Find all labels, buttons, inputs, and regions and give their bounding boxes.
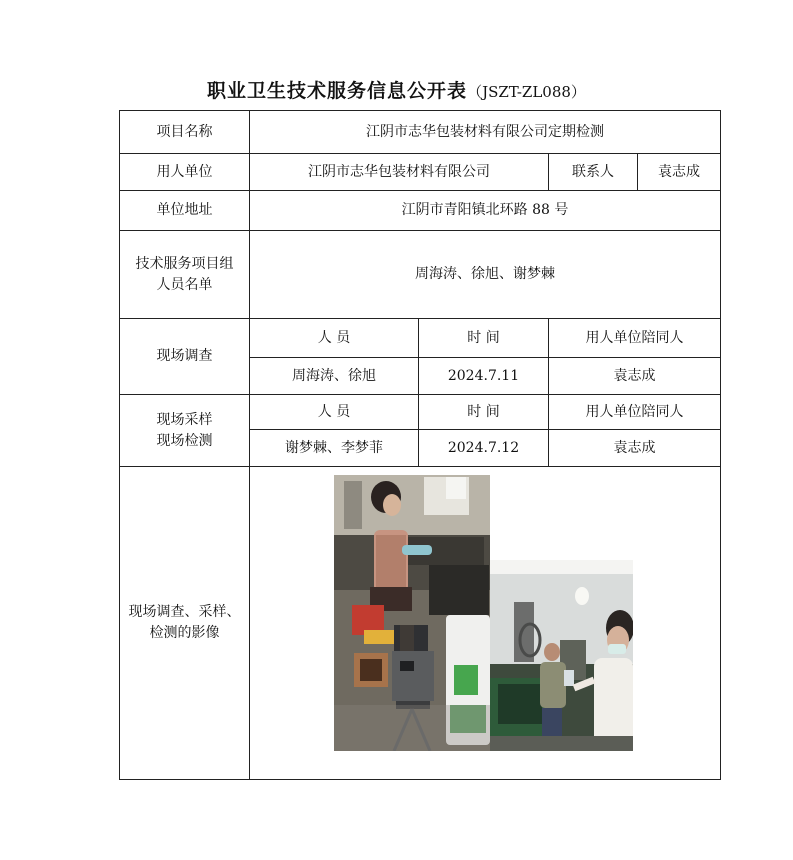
images-label (120, 467, 250, 780)
survey-person: 周海涛、徐旭 (250, 358, 419, 395)
sampling-header-escort: 用人单位陪同人 (549, 395, 721, 430)
address-label: 单位地址 (120, 191, 250, 231)
team-label-line1: 技术服务项目组 (135, 255, 234, 272)
team-label-line2: 人员名单 (156, 276, 213, 293)
page-title (0, 76, 793, 103)
row-address (120, 191, 721, 231)
address-value: 江阴市青阳镇北环路 88 号 (250, 191, 721, 231)
images-cell (250, 467, 721, 780)
project-value: 江阴市志华包装材料有限公司定期检测 (250, 111, 721, 154)
team-value: 周海涛、徐旭、谢梦棘 (250, 231, 721, 319)
sampling-person: 谢梦棘、李梦菲 (250, 430, 419, 467)
row-employer (120, 154, 721, 191)
row-survey-header (120, 319, 721, 358)
info-table (119, 110, 721, 780)
sampling-label-line2: 现场检测 (156, 432, 213, 449)
survey-header-person: 人 员 (250, 319, 419, 358)
project-label: 项目名称 (120, 111, 250, 154)
survey-escort: 袁志成 (549, 358, 721, 395)
sampling-time: 2024.7.12 (419, 430, 549, 467)
site-photo-sampling (490, 560, 633, 751)
row-project (120, 111, 721, 154)
photo-area (250, 468, 719, 779)
title-main: 职业卫生技术服务信息公开表 (207, 80, 468, 102)
survey-time: 2024.7.11 (419, 358, 549, 395)
employer-value: 江阴市志华包装材料有限公司 (250, 154, 549, 191)
site-photo-survey (334, 475, 490, 751)
contact-value: 袁志成 (638, 154, 721, 191)
contact-label: 联系人 (549, 154, 638, 191)
survey-header-time: 时 间 (419, 319, 549, 358)
row-images (120, 467, 721, 780)
sampling-header-person: 人 员 (250, 395, 419, 430)
images-label-line2: 检测的影像 (149, 625, 220, 641)
row-sampling-header (120, 395, 721, 430)
title-code: （JSZT-ZL088） (467, 83, 586, 101)
survey-label: 现场调查 (120, 319, 250, 395)
images-label-line1: 现场调查、采样、 (128, 604, 241, 620)
sampling-label (120, 395, 250, 467)
survey-header-escort: 用人单位陪同人 (549, 319, 721, 358)
employer-label: 用人单位 (120, 154, 250, 191)
row-team (120, 231, 721, 319)
sampling-label-line1: 现场采样 (156, 411, 213, 428)
sampling-header-time: 时 间 (419, 395, 549, 430)
team-label (120, 231, 250, 319)
sampling-escort: 袁志成 (549, 430, 721, 467)
